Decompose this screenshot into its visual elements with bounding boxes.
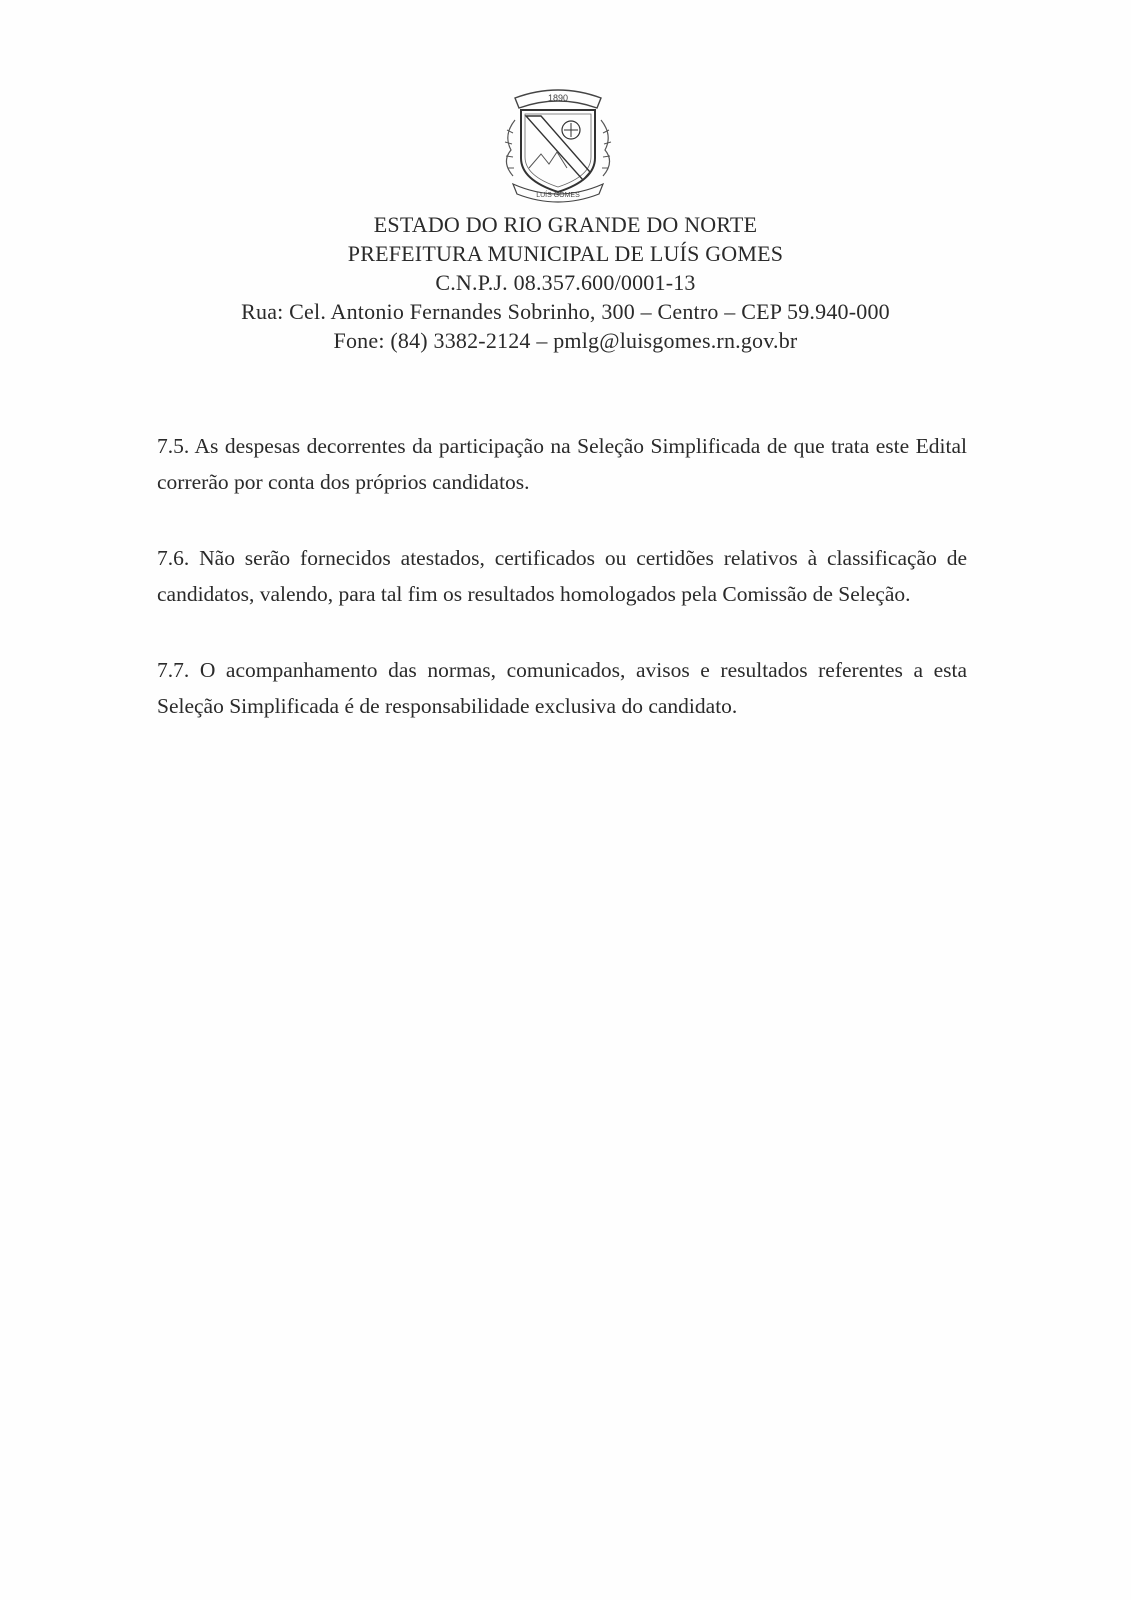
- clause-list: [157, 428, 967, 764]
- letterhead-state: ESTADO DO RIO GRANDE DO NORTE: [373, 212, 758, 237]
- letterhead-cnpj: C.N.P.J. 08.357.600/0001-13: [435, 270, 696, 295]
- letterhead-contact: Fone: (84) 3382-2124 – pmlg@luisgomes.rn.gov.br: [333, 328, 798, 353]
- letterhead-prefecture: PREFEITURA MUNICIPAL DE LUÍS GOMES: [347, 241, 784, 266]
- letterhead: [0, 210, 1131, 355]
- crest-banner: LUÍS GOMES: [536, 192, 580, 199]
- letterhead-address: Rua: Cel. Antonio Fernandes Sobrinho, 300 – Centro – CEP 59.940-000: [241, 299, 890, 324]
- clause-7-5: 7.5. As despesas decorrentes da participação na Seleção Simplificada de que trata este Edital correrão por conta dos próprios candidatos.: [157, 434, 967, 494]
- crest-year: 1890: [547, 93, 569, 103]
- municipal-crest-icon: [493, 80, 623, 204]
- clause-7-7: 7.7. O acompanhamento das normas, comunicados, avisos e resultados referentes a esta Seleção Simplificada é de responsabilidade exclusiva do candidato.: [157, 658, 967, 718]
- clause-7-6: 7.6. Não serão fornecidos atestados, certificados ou certidões relativos à classificação de candidatos, valendo, para tal fim os resultados homologados pela Comissão de Seleção.: [157, 546, 967, 606]
